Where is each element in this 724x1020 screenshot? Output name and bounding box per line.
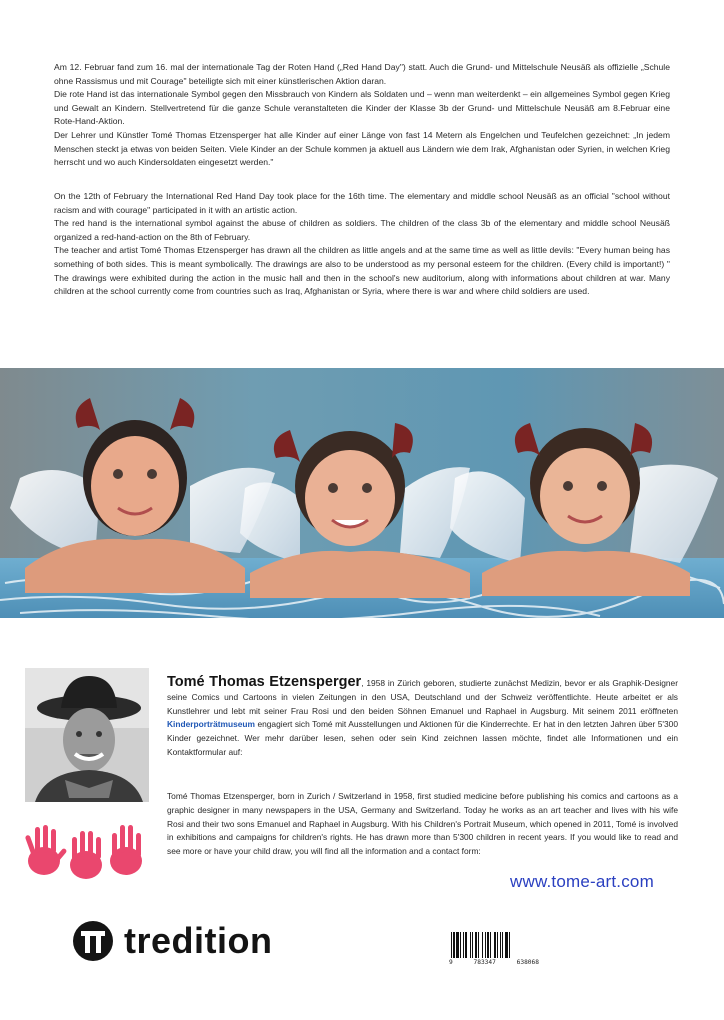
german-paragraph-1: Am 12. Februar fand zum 16. mal der internationale Tag der Roten Hand („Red Hand Day") statt. Auch die Grund- und Mittelschule Neusäß als offizielle „Schule ohne Rassismus und mit Courage" beteiligte sich mit einer künstlerischen Aktion daran. [54, 62, 670, 86]
publisher-logo [72, 920, 272, 962]
artist-portrait-photo [25, 668, 149, 802]
isbn-barcode [449, 932, 537, 980]
english-text-block [54, 190, 670, 299]
german-paragraph-2: Die rote Hand ist das internationale Symbol gegen den Missbrauch von Kindern als Soldaten und – wenn man weiterdenkt – ein allgemeines Symbol gegen Krieg und Gewalt an Kindern. Stellvertretend für die ganze Schule veranstalteten die Kinder der Klasse 3b der Grund- und Mittelschule Neusäß am 8.Februar eine Rote-Hand-Aktion. [54, 89, 670, 127]
english-paragraph-2: The red hand is the international symbol against the abuse of children as soldiers. The children of the class 3b of the elementary and middle school Neusäß organized a red-hand-action on the 8th of February. [54, 218, 670, 242]
german-text-block [54, 61, 670, 170]
angels-devils-painting [0, 368, 724, 618]
barcode-digits [449, 959, 539, 966]
german-paragraph-3: Der Lehrer und Künstler Tomé Thomas Etzensperger hat alle Kinder auf einer Länge von fast 14 Metern als Engelchen und Teufelchen gezeichnet: „In jedem Menschen steckt ja etwas von beiden Seiten. Viele Kinder an der Schule kommen ja aktuell aus Ländern wie dem Irak, Afghanistan oder Syrien, in welchen Krieg herrscht und wo auch Kindersoldaten eingesetzt werden." [54, 129, 670, 168]
barcode-digit-group-1: 9 [449, 959, 453, 966]
bio-german-text-1: , 1958 in Zürich geboren, studierte zunächst Medizin, bevor er als Graphik-Designer seine Comics und Cartoons in vielen Zeitungen in den USA, Deutschland und der Schweiz veröffentlichte. Heute arbeitet er als Kunstlehrer und lebt mit seiner Frau Rosi und den beiden Söhnen Emanuel und Raphael in Augsburg. Mit seinem 2011 eröffneten [167, 678, 679, 716]
barcode-digit-group-2: 783347 [473, 959, 496, 966]
artist-name: Tomé Thomas Etzensperger [167, 674, 362, 690]
artist-bio-english: Tomé Thomas Etzensperger, born in Zurich / Switzerland in 1958, first studied medicine before publishing his comics and cartoons as a graphic designer in many newspapers in the USA, Germany and Switzerland. Today he works as an art teacher and lives with his wife Rosi and their two sons Emanuel and Raphael in Augsburg. With his Children's Portrait Museum, which opened in 2011, Tomé is involved in exhibitions and campaigns for children's rights. He has drawn more than 5'300 children in recent years. If you would like to read and see more or have your child draw, you will find all the information and a contact form: [167, 791, 678, 857]
english-paragraph-3: The teacher and artist Tomé Thomas Etzensperger has drawn all the children as little angels and at the same time as well as little devils: "Every human being has something of both sides. This is meant symbolically. The drawings are also to be understood as my personal esteem for the children. (Every child is important!) " The drawings were exhibited during the action in the music hall and then in the school's new auditorium, along with informations about children at war. Many children at the school currently come from countries such as Iraq, Afghanistan or Syria, where there is war and where child soldiers are used. [54, 245, 670, 297]
tredition-logo-icon [72, 920, 114, 962]
bio-german-text-2: engagiert sich Tomé mit Ausstellungen und Aktionen für die Kinderrechte. Er hat in den letzten Jahren über 5'300 Kinder gezeichnet. Wer mehr darüber lesen, sehen oder sein Kind zeichnen lassen möchte, findet alle Informationen und ein Kontaktformular auf: [167, 719, 678, 757]
english-paragraph-1: On the 12th of February the International Red Hand Day took place for the 16th time. The elementary and middle school Neusäß as an official "school without racism and with courage" participated in it with an artistic action. [54, 191, 670, 215]
barcode-digit-group-3: 638068 [516, 959, 539, 966]
kinderportraetmuseum-link[interactable]: Kinderporträtmuseum [167, 719, 255, 730]
artist-bio-german [167, 676, 678, 760]
publisher-name: tredition [124, 920, 273, 961]
website-link[interactable]: www.tome-art.com [510, 872, 654, 891]
red-handprints-image [22, 815, 150, 891]
